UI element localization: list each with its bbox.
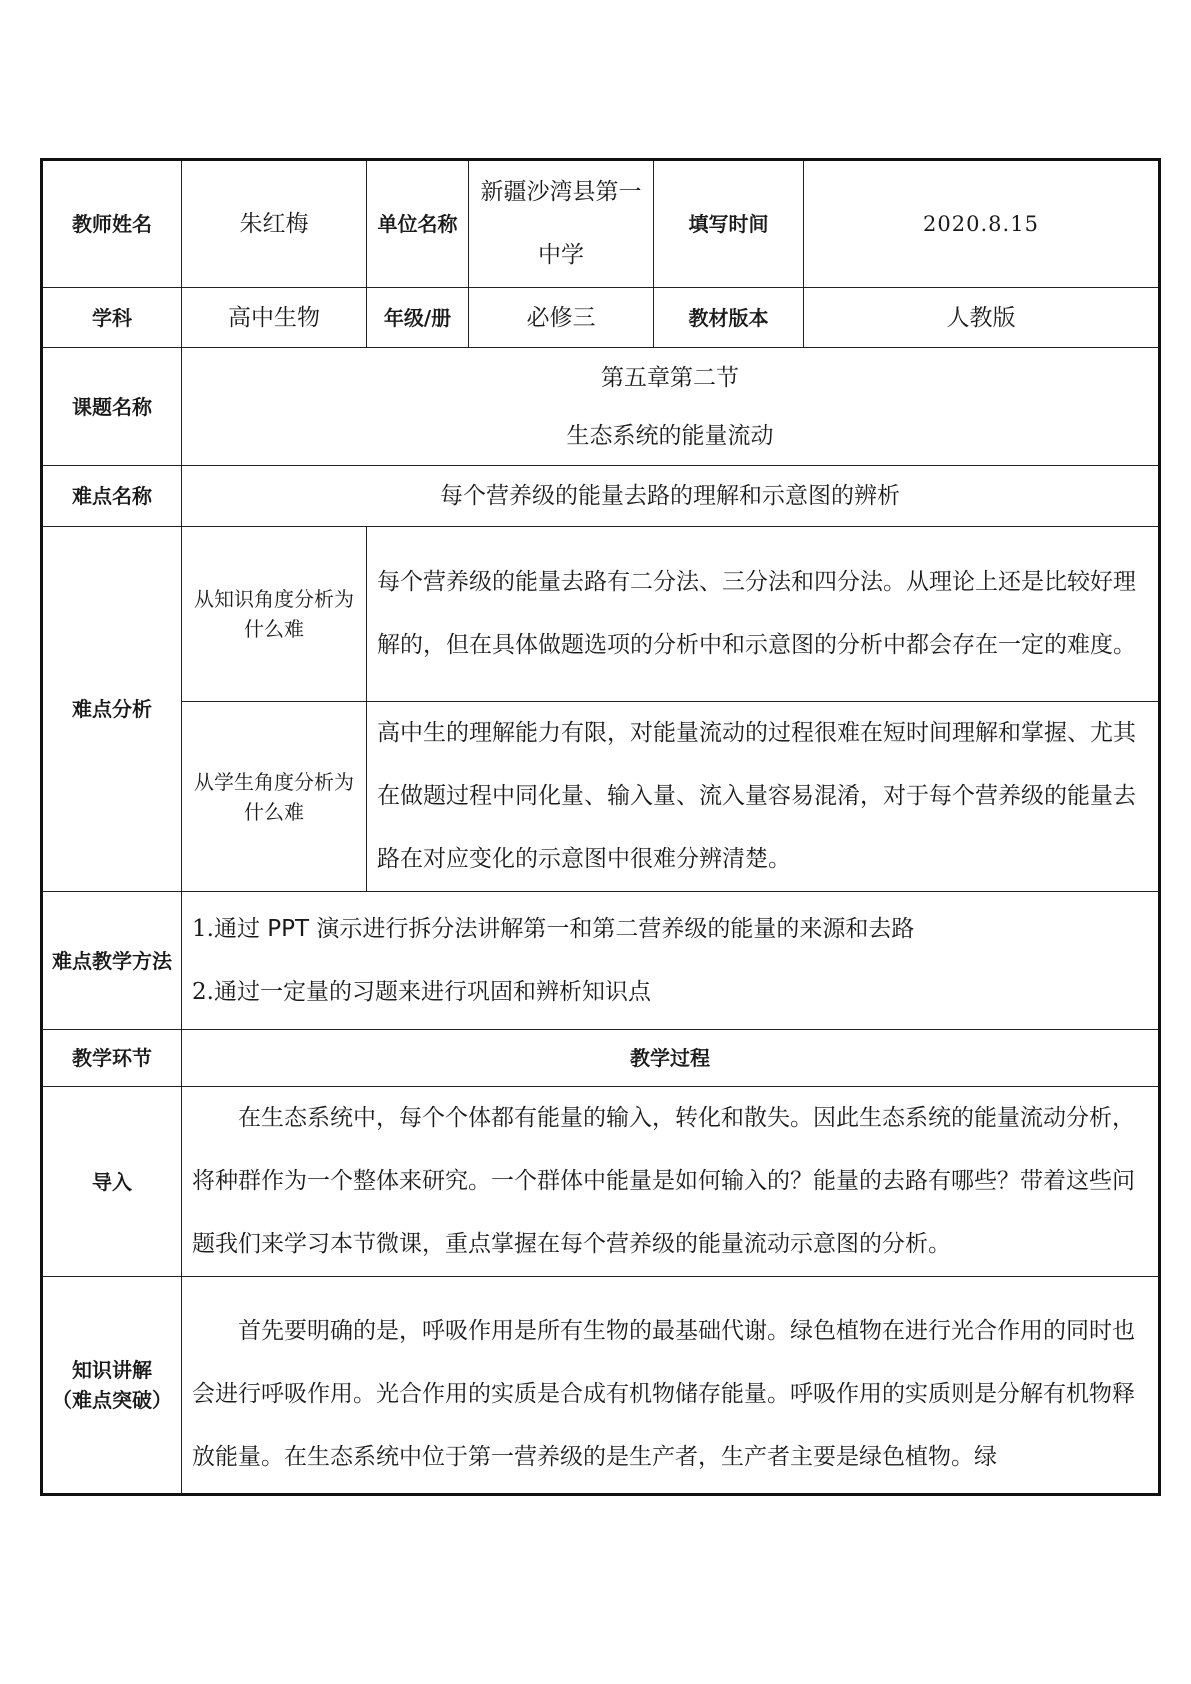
subject-row (42, 288, 1160, 348)
fill-date-value: 2020.8.15 (804, 160, 1160, 288)
method-item (192, 898, 1148, 961)
subject-label: 学科 (42, 288, 182, 348)
student-angle-label: 从学生角度分析为什么难 (182, 702, 367, 892)
explain-label-line1: 知识讲解 (72, 1358, 152, 1382)
knowledge-angle-text: 每个营养级的能量去路有二分法、三分法和四分法。从理论上还是比较好理解的，但在具体做题选项的分析中和示意图的分析中都会存在一定的难度。 (367, 527, 1160, 702)
process-header-row (42, 1030, 1160, 1087)
analysis-student-row (42, 702, 1160, 892)
difficulty-row (42, 466, 1160, 527)
difficulty-label: 难点名称 (42, 466, 182, 527)
student-angle-text: 高中生的理解能力有限，对能量流动的过程很难在短时间理解和掌握、尤其在做题过程中同化量、输入量、流入量容易混淆，对于每个营养级的能量去路在对应变化的示意图中很难分辨清楚。 (367, 702, 1160, 892)
grade-value: 必修三 (469, 288, 654, 348)
subject-value: 高中生物 (182, 288, 367, 348)
lesson-plan-table (40, 158, 1161, 1496)
analysis-knowledge-row (42, 527, 1160, 702)
topic-chapter: 第五章第二节 (601, 364, 739, 391)
edition-label: 教材版本 (654, 288, 804, 348)
topic-row (42, 348, 1160, 466)
explain-label-line2: （难点突破） (52, 1388, 172, 1412)
method-item-text: 通过一定量的习题来进行巩固和辨析知识点 (213, 978, 651, 1005)
unit-name-value: 新疆沙湾县第一中学 (469, 160, 654, 288)
knowledge-angle-label: 从知识角度分析为什么难 (182, 527, 367, 702)
process-label: 教学过程 (182, 1030, 1160, 1087)
analysis-label: 难点分析 (42, 527, 182, 892)
teacher-name-value: 朱红梅 (182, 160, 367, 288)
method-item (192, 961, 1148, 1024)
teacher-name-label: 教师姓名 (42, 160, 182, 288)
grade-label: 年级/册 (367, 288, 469, 348)
intro-text: 在生态系统中，每个个体都有能量的输入，转化和散失。因此生态系统的能量流动分析，将种群作为一个整体来研究。一个群体中能量是如何输入的？能量的去路有哪些？带着这些问题我们来学习本节微课，重点掌握在每个营养级的能量流动示意图的分析。 (182, 1087, 1160, 1277)
topic-value (182, 348, 1160, 466)
fill-date-label: 填写时间 (654, 160, 804, 288)
edition-value: 人教版 (804, 288, 1160, 348)
method-list (182, 892, 1160, 1030)
intro-row (42, 1087, 1160, 1277)
method-label: 难点教学方法 (42, 892, 182, 1030)
explain-text-body: 首先要明确的是，呼吸作用是所有生物的最基础代谢。绿色植物在进行光合作用的同时也会进行呼吸作用。光合作用的实质是合成有机物储存能量。呼吸作用的实质则是分解有机物释放能量。在生态系统中位于第一营养级的是生产者，生产者主要是绿色植物。绿 (192, 1318, 1135, 1470)
method-row (42, 892, 1160, 1030)
method-item-number: 2. (192, 978, 214, 1005)
stage-label: 教学环节 (42, 1030, 182, 1087)
explain-text (182, 1277, 1160, 1495)
explain-row (42, 1277, 1160, 1495)
explain-label (42, 1277, 182, 1495)
topic-title: 生态系统的能量流动 (566, 422, 774, 449)
header-row (42, 160, 1160, 288)
unit-name-label: 单位名称 (367, 160, 469, 288)
topic-label: 课题名称 (42, 348, 182, 466)
difficulty-value: 每个营养级的能量去路的理解和示意图的辨析 (182, 466, 1160, 527)
method-item-number: 1. (192, 915, 214, 942)
method-item-text: 通过 PPT 演示进行拆分法讲解第一和第二营养级的能量的来源和去路 (213, 915, 915, 942)
intro-label: 导入 (42, 1087, 182, 1277)
